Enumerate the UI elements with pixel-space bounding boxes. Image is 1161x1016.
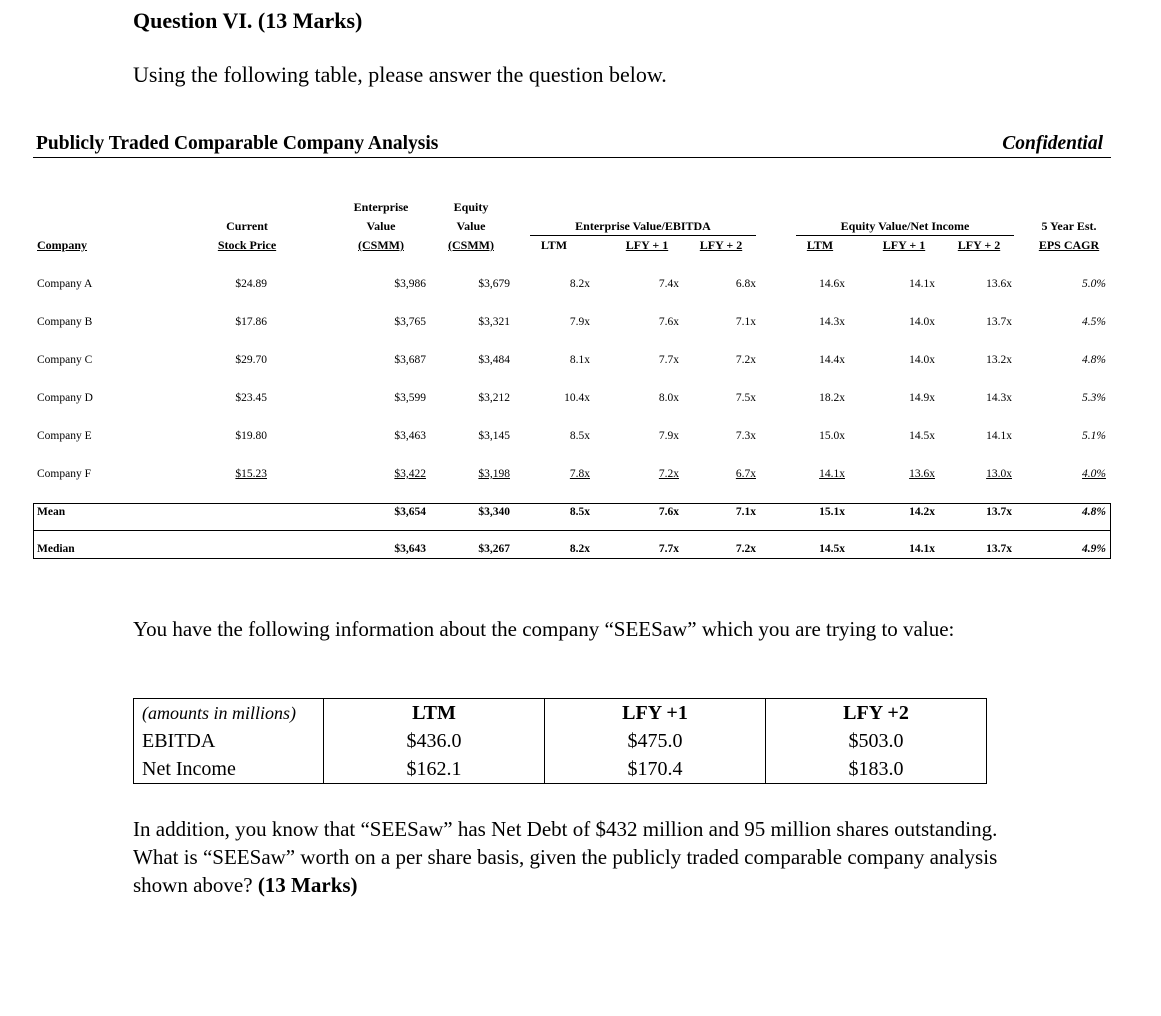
cell-cagr: 4.5% — [1082, 316, 1106, 328]
cell-e2: 7.4x — [658, 278, 679, 290]
cell-cagr: 5.3% — [1082, 392, 1106, 404]
cell-n1: 14.1x — [819, 468, 845, 480]
ebitda-label: EBITDA — [134, 727, 324, 755]
summary-ev: $3,643 — [394, 543, 426, 555]
company-name: Company D — [37, 392, 93, 404]
hdr-company: Company — [37, 238, 88, 252]
summary-n2: 14.2x — [909, 506, 935, 518]
cell-e1: 7.8x — [569, 468, 590, 480]
cell-e3: 7.2x — [735, 354, 756, 366]
summary-e3: 7.1x — [735, 506, 756, 518]
company-name: Company A — [37, 278, 93, 290]
cell-e3: 6.7x — [735, 468, 756, 480]
sheet-title: Publicly Traded Comparable Company Analysis — [36, 133, 439, 154]
summary-cagr: 4.9% — [1082, 543, 1106, 555]
hdr-enterprise: Enterprise — [353, 200, 409, 214]
cell-n3: 14.3x — [986, 392, 1012, 404]
cell-e2: 7.9x — [658, 430, 679, 442]
cell-e1: 7.9x — [569, 316, 590, 328]
company-name: Company B — [37, 316, 93, 328]
summary-eq: $3,267 — [478, 543, 510, 555]
cell-n2: 14.0x — [909, 316, 935, 328]
cell-n1: 15.0x — [819, 430, 845, 442]
summary-e3: 7.2x — [735, 543, 756, 555]
cell-e2: 7.2x — [658, 468, 679, 480]
cell-e1: 8.5x — [569, 430, 590, 442]
cell-n3: 13.2x — [986, 354, 1012, 366]
hdr-ev-csmm: (CSMM) — [358, 238, 404, 252]
cell-e2: 7.6x — [658, 316, 679, 328]
summary-n2: 14.1x — [909, 543, 935, 555]
cell-n3: 14.1x — [986, 430, 1012, 442]
cell-price: $15.23 — [235, 468, 267, 480]
table-row — [134, 699, 987, 728]
cell-ev: $3,687 — [394, 354, 426, 366]
cell-n3: 13.6x — [986, 278, 1012, 290]
units-label: (amounts in millions) — [134, 699, 324, 728]
cell-n2: 14.0x — [909, 354, 935, 366]
paragraph-question — [133, 815, 1033, 899]
company-name: Company C — [37, 354, 93, 366]
cell-eq: $3,321 — [478, 316, 510, 328]
cell-e1: 8.2x — [569, 278, 590, 290]
summary-cagr: 4.8% — [1082, 506, 1106, 518]
hdr-ebitda-lfy1: LFY + 1 — [625, 238, 669, 252]
hdr-stock-price: Stock Price — [217, 238, 277, 252]
question-title: Question VI. (13 Marks) — [133, 8, 363, 33]
cell-e2: 8.0x — [658, 392, 679, 404]
seesaw-table — [133, 698, 987, 784]
hdr-eq-csmm: (CSMM) — [448, 238, 494, 252]
cell-price: $23.45 — [235, 392, 267, 404]
cell-ev: $3,422 — [394, 468, 426, 480]
cell-n3: 13.0x — [986, 468, 1012, 480]
net-income-label: Net Income — [134, 755, 324, 784]
cell-n2: 14.9x — [909, 392, 935, 404]
hdr-ni-lfy2: LFY + 2 — [957, 238, 1001, 252]
hdr-eps-cagr: EPS CAGR — [1038, 238, 1100, 252]
cell-ev: $3,986 — [394, 278, 426, 290]
summary-e2: 7.6x — [658, 506, 679, 518]
question-marks: (13 Marks) — [257, 873, 358, 897]
cell-n2: 13.6x — [909, 468, 935, 480]
cell-cagr: 4.0% — [1082, 468, 1106, 480]
summary-n3: 13.7x — [986, 506, 1012, 518]
hdr-eq-value: Value — [456, 219, 486, 233]
hdr-eq-ni: Equity Value/Net Income — [840, 219, 970, 233]
cell-ev: $3,599 — [394, 392, 426, 404]
cell-price: $19.80 — [235, 430, 267, 442]
ni-lfy2: $183.0 — [766, 755, 987, 784]
table-row — [134, 727, 987, 755]
cell-n1: 14.6x — [819, 278, 845, 290]
hdr-ni-lfy1: LFY + 1 — [882, 238, 926, 252]
paragraph-seesaw-info: You have the following information about the company “SEESaw” which you are trying to value: — [133, 617, 955, 641]
cell-n1: 14.4x — [819, 354, 845, 366]
cell-eq: $3,212 — [478, 392, 510, 404]
cell-eq: $3,145 — [478, 430, 510, 442]
cell-e1: 8.1x — [569, 354, 590, 366]
cell-cagr: 5.1% — [1082, 430, 1106, 442]
cell-n1: 18.2x — [819, 392, 845, 404]
cell-ev: $3,463 — [394, 430, 426, 442]
cell-n2: 14.1x — [909, 278, 935, 290]
summary-n1: 15.1x — [819, 506, 845, 518]
ni-ltm: $162.1 — [324, 755, 545, 784]
summary-n1: 14.5x — [819, 543, 845, 555]
cell-eq: $3,484 — [478, 354, 510, 366]
summary-n3: 13.7x — [986, 543, 1012, 555]
hdr-equity: Equity — [453, 200, 489, 214]
hdr-ebitda-lfy2: LFY + 2 — [699, 238, 743, 252]
cell-e3: 7.3x — [735, 430, 756, 442]
cell-eq: $3,679 — [478, 278, 510, 290]
cell-n2: 14.5x — [909, 430, 935, 442]
ebitda-lfy1: $475.0 — [545, 727, 766, 755]
hdr-ev-ebitda: Enterprise Value/EBITDA — [575, 219, 711, 233]
cell-cagr: 4.8% — [1082, 354, 1106, 366]
intro-text: Using the following table, please answer the question below. — [133, 62, 667, 87]
summary-e2: 7.7x — [658, 543, 679, 555]
question-text: In addition, you know that “SEESaw” has Net Debt of $432 million and 95 million shares outstanding. What is “SEESaw” worth on a per share basis, given the publicly traded comparable company analysis shown above? — [133, 817, 998, 897]
cell-n3: 13.7x — [986, 316, 1012, 328]
cell-e3: 7.1x — [735, 316, 756, 328]
cell-e2: 7.7x — [658, 354, 679, 366]
cell-price: $17.86 — [235, 316, 267, 328]
summary-label: Median — [37, 543, 75, 555]
summary-eq: $3,340 — [478, 506, 510, 518]
cell-e3: 7.5x — [735, 392, 756, 404]
summary-divider — [33, 530, 1111, 531]
cell-price: $29.70 — [235, 354, 267, 366]
summary-ev: $3,654 — [394, 506, 426, 518]
cell-ev: $3,765 — [394, 316, 426, 328]
company-name: Company F — [37, 468, 91, 480]
summary-label: Mean — [37, 506, 66, 518]
col-ltm: LTM — [324, 699, 545, 728]
title-rule — [33, 157, 1111, 158]
cell-n1: 14.3x — [819, 316, 845, 328]
hdr-ev-value: Value — [366, 219, 396, 233]
confidential-label: Confidential — [1002, 133, 1103, 154]
cell-price: $24.89 — [235, 278, 267, 290]
col-lfy2: LFY +2 — [766, 699, 987, 728]
cell-e3: 6.8x — [735, 278, 756, 290]
hdr-ebitda-ltm: LTM — [540, 238, 568, 252]
hdr-ni-ltm: LTM — [806, 238, 834, 252]
hdr-five-year: 5 Year Est. — [1041, 219, 1097, 233]
table-row — [134, 755, 987, 784]
cell-cagr: 5.0% — [1082, 278, 1106, 290]
cell-e1: 10.4x — [564, 392, 590, 404]
cell-eq: $3,198 — [478, 468, 510, 480]
col-lfy1: LFY +1 — [545, 699, 766, 728]
ebitda-lfy2: $503.0 — [766, 727, 987, 755]
ni-lfy1: $170.4 — [545, 755, 766, 784]
company-name: Company E — [37, 430, 92, 442]
summary-e1: 8.2x — [569, 543, 590, 555]
ebitda-ltm: $436.0 — [324, 727, 545, 755]
summary-e1: 8.5x — [569, 506, 590, 518]
hdr-current: Current — [226, 219, 268, 233]
